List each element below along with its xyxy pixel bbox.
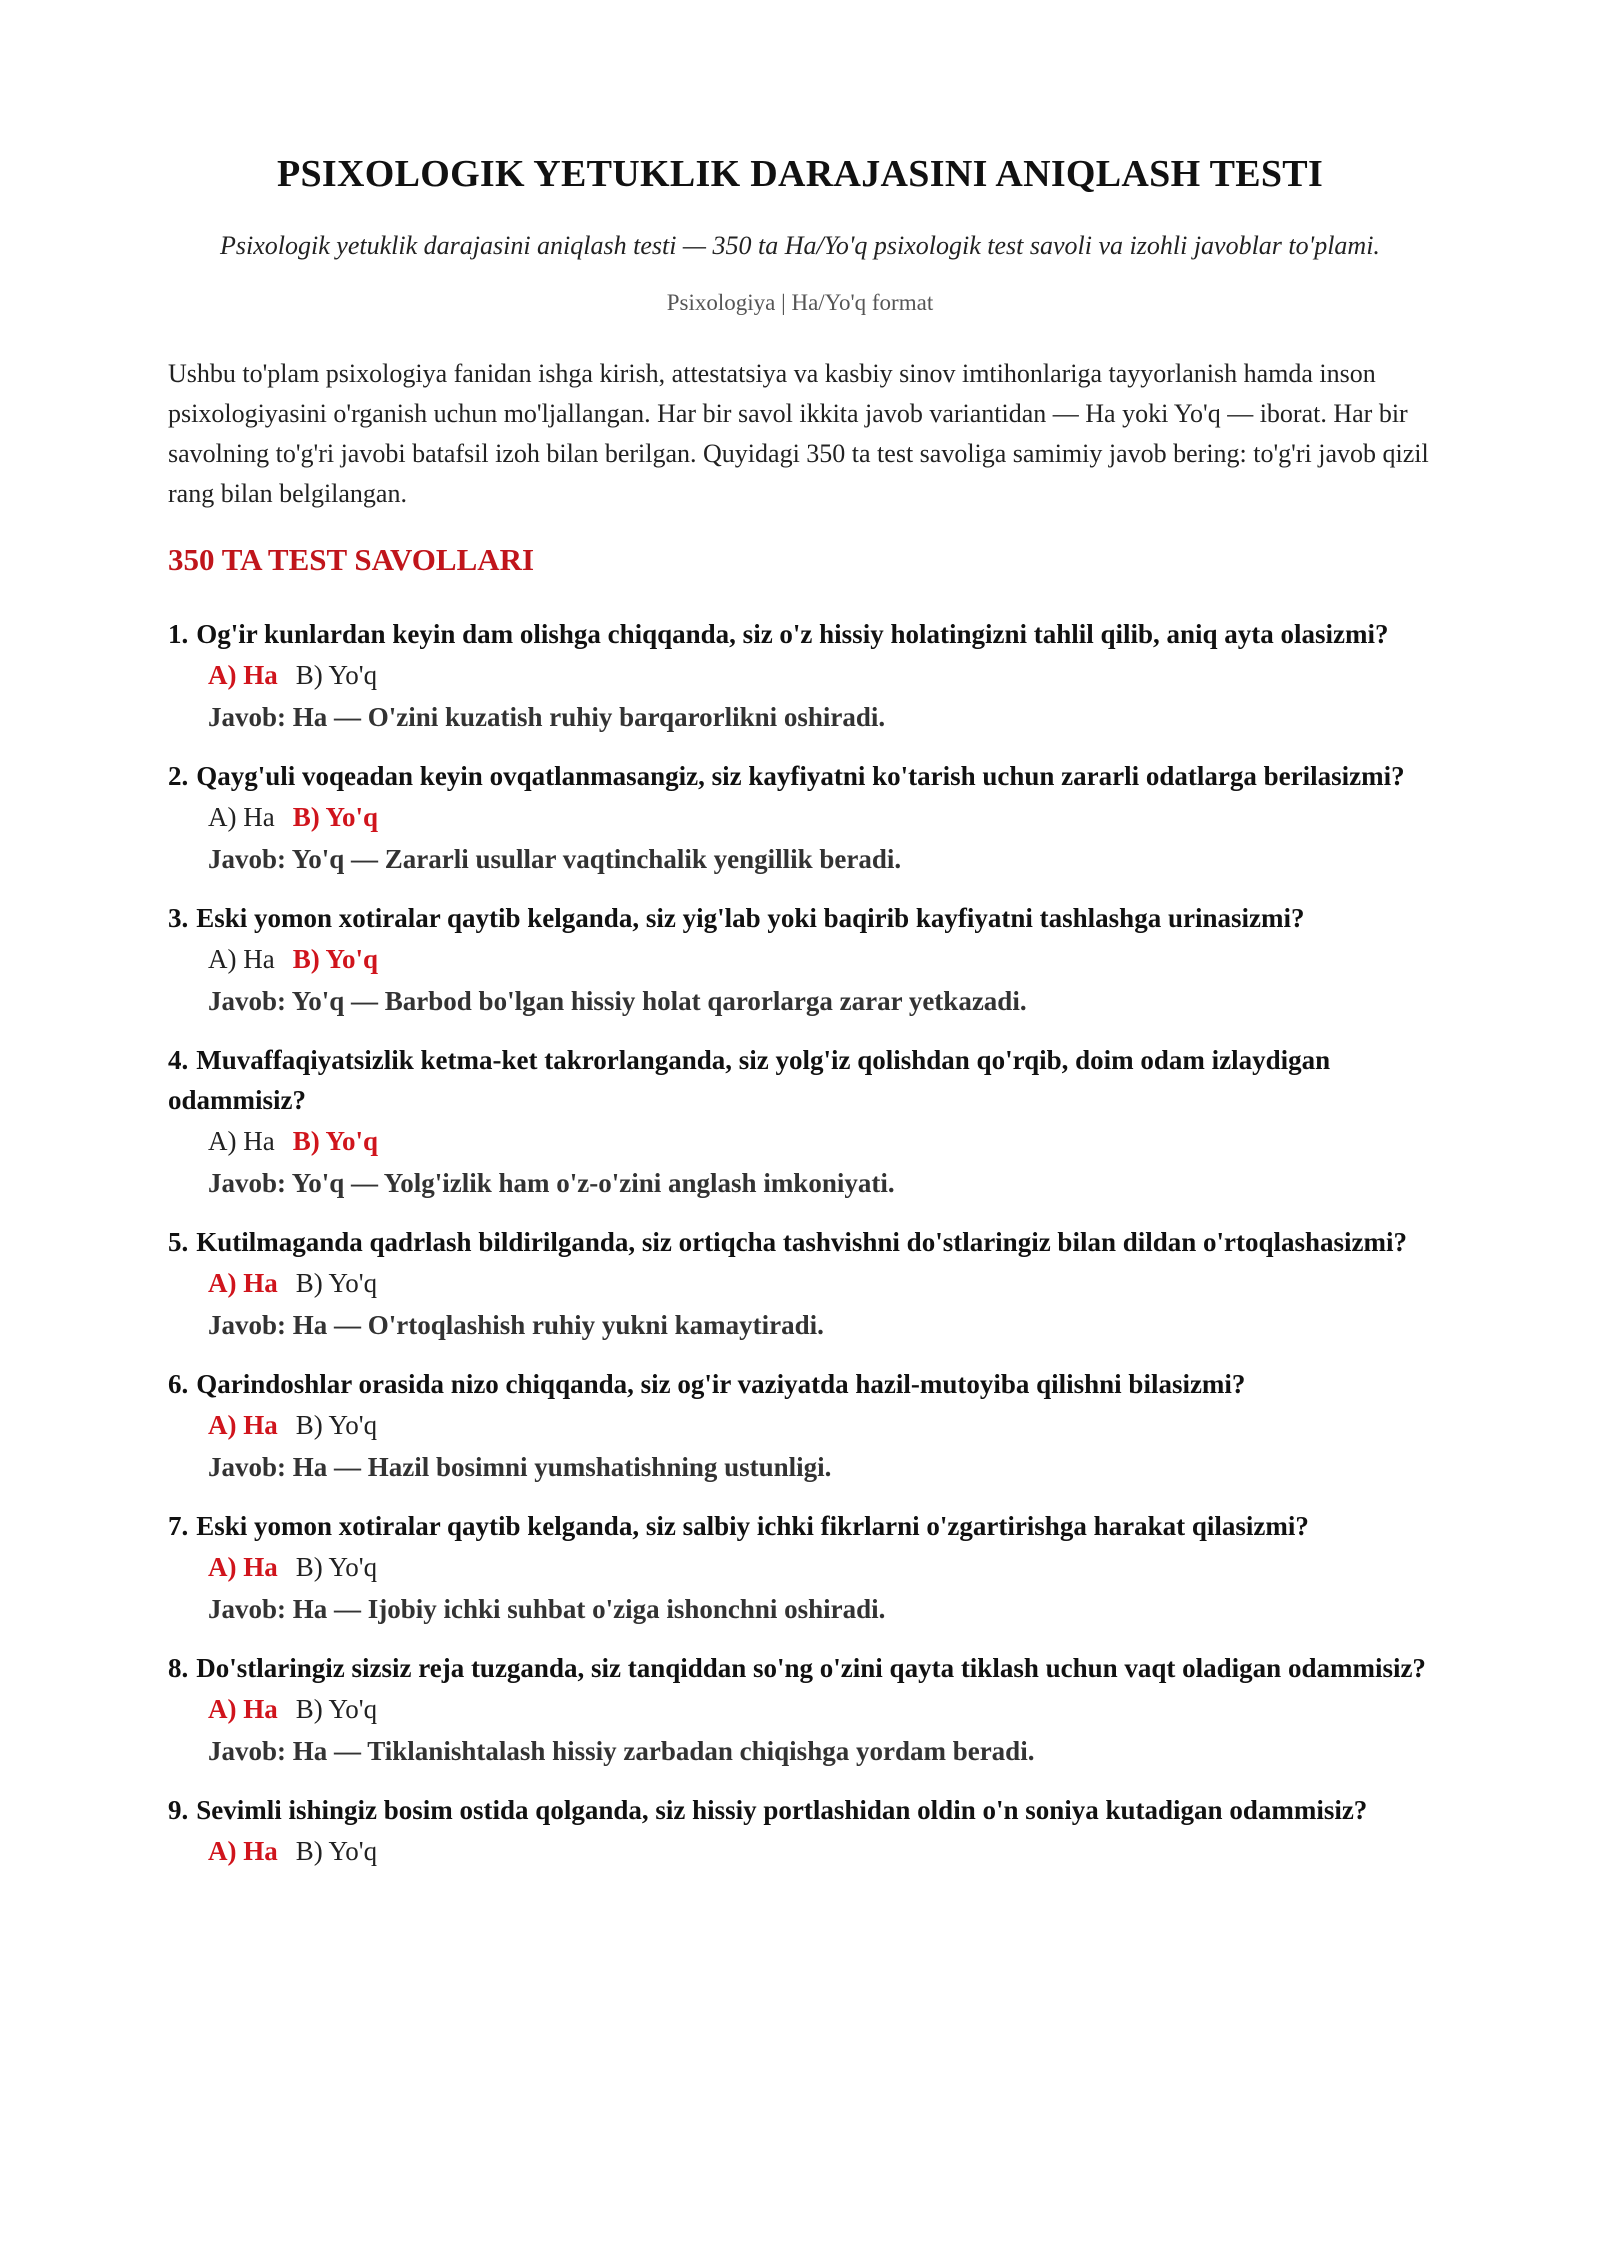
question-item	[168, 1040, 1432, 1204]
question-text: Muvaffaqiyatsizlik ketma-ket takrorlanganda, siz yolg'iz qolishdan qo'rqib, doim odam izlaydigan odammisiz?	[168, 1045, 1331, 1115]
question-text: Eski yomon xotiralar qaytib kelganda, siz salbiy ichki fikrlarni o'zgartirishga harakat qilasizmi?	[196, 1511, 1309, 1541]
option-b: B) Yo'q	[295, 1836, 378, 1866]
question-text-line	[168, 1222, 1432, 1262]
answer-options	[168, 654, 1432, 696]
answer-options	[168, 1546, 1432, 1588]
option-a: A) Ha	[208, 944, 275, 974]
question-text-line	[168, 1506, 1432, 1546]
question-item	[168, 898, 1432, 1022]
question-item	[168, 1506, 1432, 1630]
question-text: Sevimli ishingiz bosim ostida qolganda, siz hissiy portlashidan oldin o'n soniya kutadigan odammisiz?	[196, 1795, 1368, 1825]
question-number: 9.	[168, 1795, 189, 1825]
option-a: A) Ha	[208, 802, 275, 832]
option-b: B) Yo'q	[292, 944, 379, 974]
option-a: A) Ha	[208, 1552, 278, 1582]
answer-explanation: Javob: Yo'q — Barbod bo'lgan hissiy holat qarorlarga zarar yetkazadi.	[208, 986, 1027, 1016]
option-a: A) Ha	[208, 1268, 278, 1298]
answer-options	[168, 796, 1432, 838]
answer-options	[168, 1404, 1432, 1446]
question-item	[168, 614, 1432, 738]
question-number: 4.	[168, 1045, 189, 1075]
question-text: Og'ir kunlardan keyin dam olishga chiqqanda, siz o'z hissiy holatingizni tahlil qilib, aniq ayta olasizmi?	[196, 619, 1389, 649]
option-b: B) Yo'q	[295, 1268, 378, 1298]
option-b: B) Yo'q	[295, 660, 378, 690]
document-title: PSIXOLOGIK YETUKLIK DARAJASINI ANIQLASH TESTI	[276, 153, 1324, 195]
question-item	[168, 1364, 1432, 1488]
option-a: A) Ha	[208, 1694, 278, 1724]
question-text-line	[168, 1790, 1432, 1830]
question-text-line	[168, 614, 1432, 654]
option-a: A) Ha	[208, 1836, 278, 1866]
answer-explanation: Javob: Yo'q — Zararli usullar vaqtinchalik yengillik beradi.	[208, 844, 902, 874]
question-text: Eski yomon xotiralar qaytib kelganda, siz yig'lab yoki baqirib kayfiyatni tashlashga urinasizmi?	[196, 903, 1305, 933]
question-number: 8.	[168, 1653, 189, 1683]
question-item	[168, 1790, 1432, 1872]
option-a: A) Ha	[208, 1126, 275, 1156]
option-b: B) Yo'q	[295, 1410, 378, 1440]
question-item	[168, 1222, 1432, 1346]
question-text-line	[168, 898, 1432, 938]
question-number: 3.	[168, 903, 189, 933]
question-number: 2.	[168, 761, 189, 791]
answer-explanation: Javob: Ha — Ijobiy ichki suhbat o'ziga ishonchni oshiradi.	[208, 1594, 886, 1624]
answer-options	[168, 1688, 1432, 1730]
question-text-line	[168, 1648, 1432, 1688]
question-text-line	[168, 1364, 1432, 1404]
question-text: Qarindoshlar orasida nizo chiqqanda, siz og'ir vaziyatda hazil-mutoyiba qilishni bilasizmi?	[196, 1369, 1246, 1399]
option-a: A) Ha	[208, 660, 278, 690]
document-meta: Psixologiya | Ha/Yo'q format	[666, 290, 934, 315]
answer-options	[168, 1830, 1432, 1872]
question-text-line	[168, 1040, 1432, 1120]
answer-explanation: Javob: Ha — O'rtoqlashish ruhiy yukni kamaytiradi.	[208, 1310, 824, 1340]
answer-explanation: Javob: Ha — Hazil bosimni yumshatishning ustunligi.	[208, 1452, 832, 1482]
question-item	[168, 1648, 1432, 1772]
question-text: Do'stlaringiz sizsiz reja tuzganda, siz tanqiddan so'ng o'zini qayta tiklash uchun vaqt oladigan odammisiz?	[196, 1653, 1426, 1683]
question-text-line	[168, 756, 1432, 796]
question-text: Qayg'uli voqeadan keyin ovqatlanmasangiz, siz kayfiyatni ko'tarish uchun zararli odatlarga berilasizmi?	[196, 761, 1405, 791]
option-b: B) Yo'q	[292, 802, 379, 832]
answer-options	[168, 1120, 1432, 1162]
question-number: 6.	[168, 1369, 189, 1399]
question-number: 1.	[168, 619, 189, 649]
question-item	[168, 756, 1432, 880]
question-number: 7.	[168, 1511, 189, 1541]
option-b: B) Yo'q	[295, 1552, 378, 1582]
answer-explanation: Javob: Yo'q — Yolg'izlik ham o'z-o'zini anglash imkoniyati.	[208, 1168, 895, 1198]
option-b: B) Yo'q	[295, 1694, 378, 1724]
option-b: B) Yo'q	[292, 1126, 379, 1156]
question-list	[168, 614, 1432, 1872]
answer-options	[168, 938, 1432, 980]
section-heading: 350 TA TEST SAVOLLARI	[168, 542, 535, 577]
document-subtitle: Psixologik yetuklik darajasini aniqlash testi — 350 ta Ha/Yo'q psixologik test savoli va izohli javoblar to'plami.	[220, 231, 1380, 260]
answer-options	[168, 1262, 1432, 1304]
answer-explanation: Javob: Ha — O'zini kuzatish ruhiy barqarorlikni oshiradi.	[208, 702, 886, 732]
question-number: 5.	[168, 1227, 189, 1257]
option-a: A) Ha	[208, 1410, 278, 1440]
intro-paragraph: Ushbu to'plam psixologiya fanidan ishga kirish, attestatsiya va kasbiy sinov imtihonlariga tayyorlanish hamda inson psixologiyasini o'rganish uchun mo'ljallangan. Har bir savol ikkita javob variantidan — Ha yoki Yo'q — iborat. Har bir savolning to'g'ri javobi batafsil izoh bilan berilgan. Quyidagi 350 ta test savoliga samimiy javob bering: to'g'ri javob qizil rang bilan belgilangan.	[168, 359, 1429, 508]
question-text: Kutilmaganda qadrlash bildirilganda, siz ortiqcha tashvishni do'stlaringiz bilan dildan o'rtoqlashasizmi?	[196, 1227, 1408, 1257]
answer-explanation: Javob: Ha — Tiklanishtalash hissiy zarbadan chiqishga yordam beradi.	[208, 1736, 1035, 1766]
